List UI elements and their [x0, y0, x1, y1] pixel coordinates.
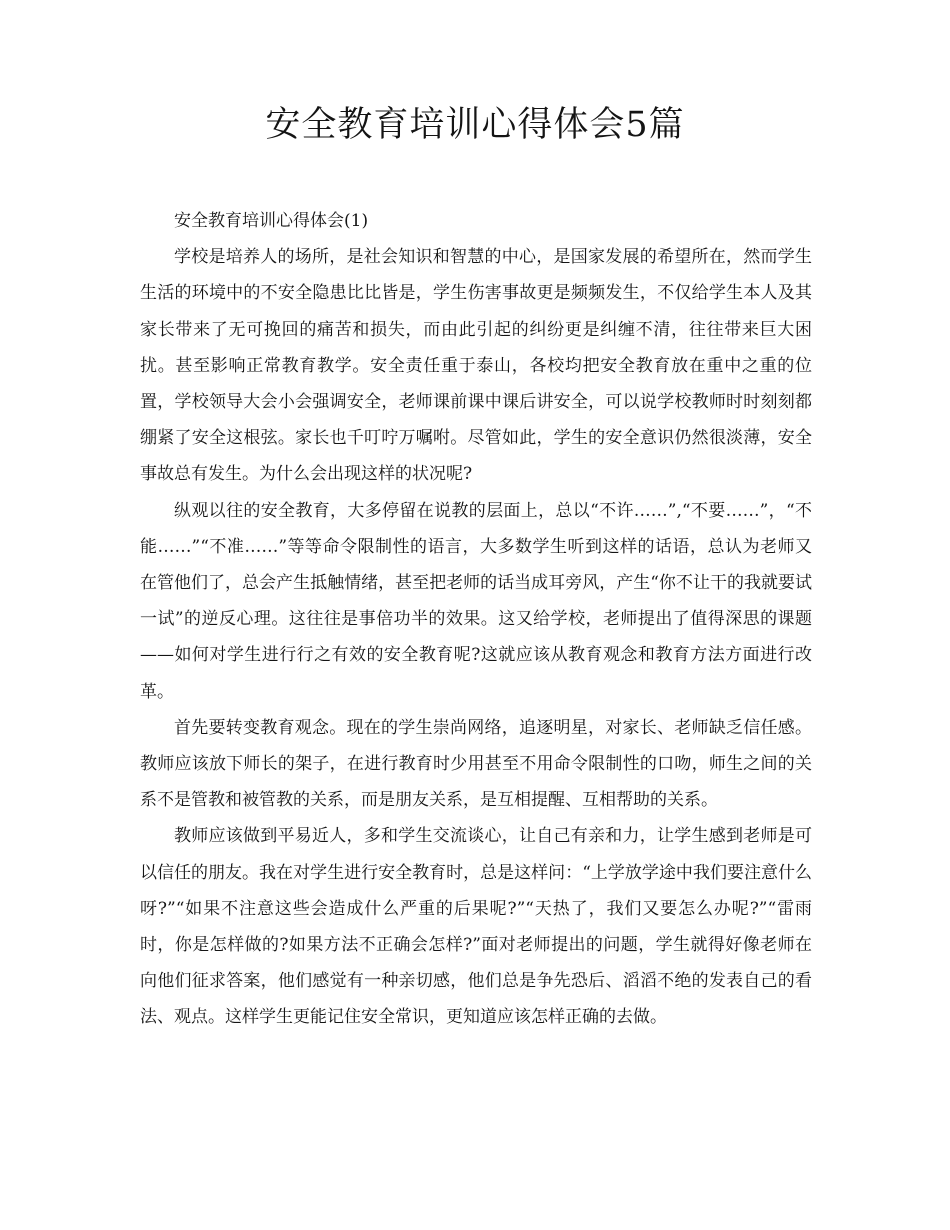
paragraph-3: 首先要转变教育观念。现在的学生崇尚网络，追逐明星，对家长、老师缺乏信任感。教师应该放下师长的架子，在进行教育时少用甚至不用命令限制性的口吻，师生之间的关系不是管教和被管教的关系，而是朋友关系，是互相提醒、互相帮助的关系。 [140, 717, 812, 811]
section-heading: 安全教育培训心得体会(1) [174, 211, 369, 231]
paragraph-4: 教师应该做到平易近人，多和学生交流谈心，让自己有亲和力，让学生感到老师是可以信任的朋友。我在对学生进行安全教育时，总是这样问：“上学放学途中我们要注意什么呀?”“如果不注意这些会造成什么严重的后果呢?”“天热了，我们又要怎么办呢?”“雷雨时，你是怎样做的?如果方法不正确会怎样?”面对老师提出的问题，学生就得好像老师在向他们征求答案，他们感觉有一种亲切感，他们总是争先恐后、滔滔不绝的发表自己的看法、观点。这样学生更能记住安全常识，更知道应该怎样正确的去做。 [140, 826, 812, 1028]
paragraph-1: 学校是培养人的场所，是社会知识和智慧的中心，是国家发展的希望所在，然而学生生活的环境中的不安全隐患比比皆是，学生伤害事故更是频频发生，不仅给学生本人及其家长带来了无可挽回的痛苦和损失，而由此引起的纠纷更是纠缠不清，往往带来巨大困扰。甚至影响正常教育教学。安全责任重于泰山，各校均把安全教育放在重中之重的位置，学校领导大会小会强调安全，老师课前课中课后讲安全，可以说学校教师时时刻刻都绷紧了安全这根弦。家长也千叮咛万嘱咐。尽管如此，学生的安全意识仍然很淡薄，安全事故总有发生。为什么会出现这样的状况呢? [140, 247, 812, 485]
paragraph-2: 纵观以往的安全教育，大多停留在说教的层面上，总以“不许……”,“不要……”，“不能……”“不准……”等等命令限制性的语言，大多数学生听到这样的话语，总认为老师又在管他们了，总会产生抵触情绪，甚至把老师的话当成耳旁风，产生“你不让干的我就要试一试”的逆反心理。这往往是事倍功半的效果。这又给学校，老师提出了值得深思的课题——如何对学生进行行之有效的安全教育呢?这就应该从教育观念和教育方法方面进行改革。 [140, 500, 812, 702]
document-title: 安全教育培训心得体会5篇 [265, 105, 685, 145]
document-body [140, 203, 812, 1036]
